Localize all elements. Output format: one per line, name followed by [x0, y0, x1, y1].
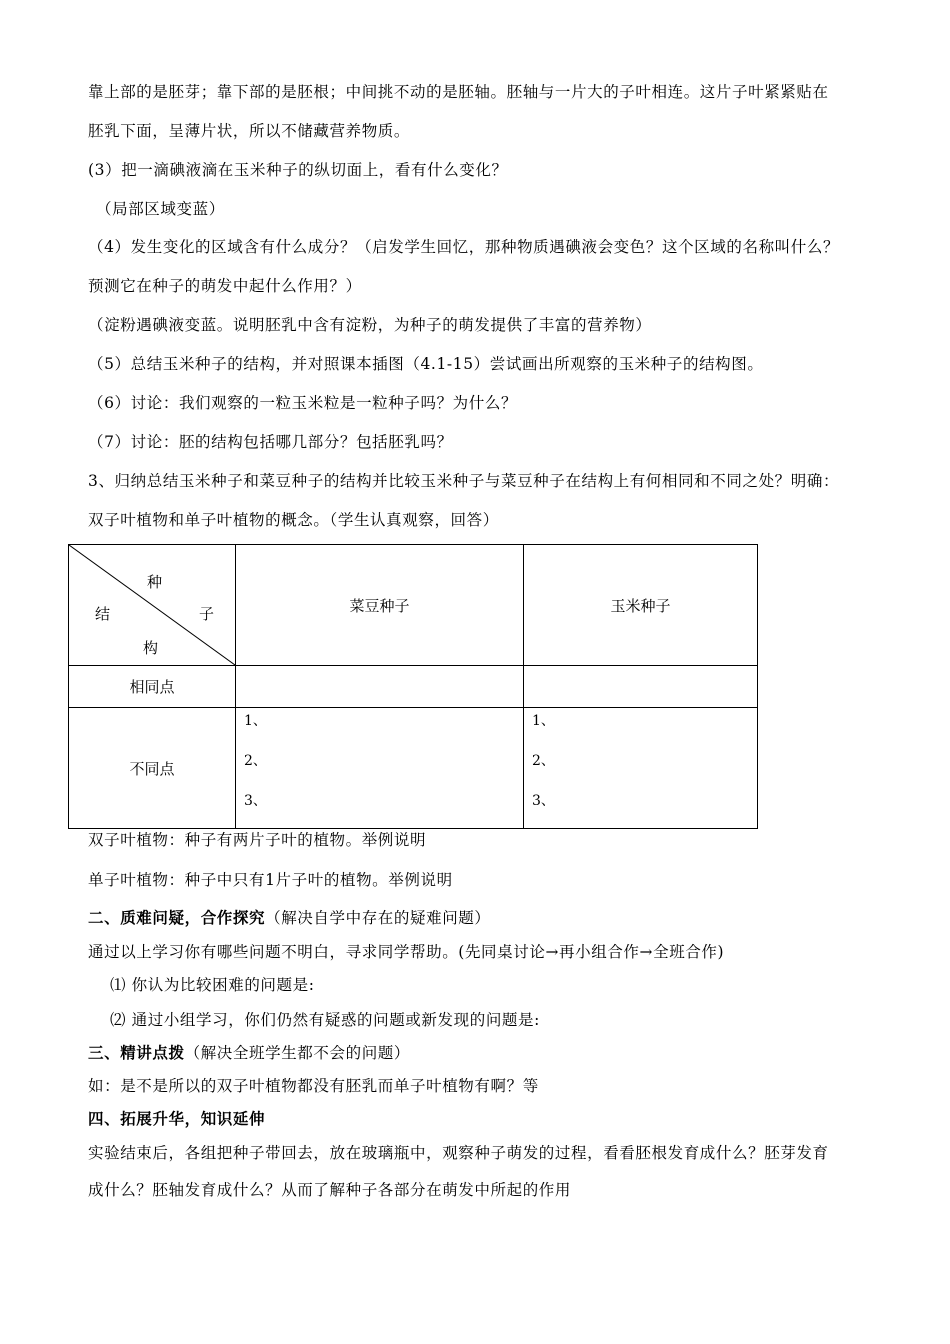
question-4-cont: 预测它在种子的萌发中起什么作用？） — [88, 277, 362, 295]
section-4-line-2: 成什么？胚轴发育成什么？从而了解种子各部分在萌发中所起的作用 — [88, 1181, 572, 1199]
comparison-table — [68, 544, 758, 829]
row-header-diff: 不同点 — [69, 708, 236, 829]
section-3-heading-line — [88, 1041, 410, 1063]
section-2-heading: 二、质难问疑，合作探究 — [88, 908, 266, 927]
diag-label-right: 子 — [199, 605, 215, 623]
dicot-definition: 双子叶植物：种子有两片子叶的植物。举例说明 — [88, 831, 427, 849]
section-3-text: 如：是不是所以的双子叶植物都没有胚乳而单子叶植物有啊？等 — [88, 1077, 539, 1095]
diag-label-bottom: 构 — [143, 639, 159, 657]
question-5: （5）总结玉米种子的结构，并对照课本插图（4.1-15）尝试画出所观察的玉米种子的结构图。 — [88, 355, 764, 373]
section-2-heading-line — [88, 906, 491, 928]
list-item: 1、 — [532, 713, 555, 729]
list-item: 3、 — [532, 793, 555, 809]
item-3-cont: 双子叶植物和单子叶植物的概念。（学生认真观察，回答） — [88, 511, 499, 529]
monocot-definition: 单子叶植物：种子中只有1片子叶的植物。举例说明 — [88, 871, 453, 889]
list-item: 3、 — [244, 793, 267, 809]
cell-diff-bean — [236, 708, 524, 829]
cell-same-bean — [236, 666, 524, 708]
cell-diff-corn — [524, 708, 758, 829]
list-item: 2、 — [532, 753, 555, 769]
section-2-note: （解决自学中存在的疑难问题） — [265, 909, 491, 927]
section-3-note: （解决全班学生都不会的问题） — [184, 1044, 411, 1062]
item-3: 3、归纳总结玉米种子和菜豆种子的结构并比较玉米种子与菜豆种子在结构上有何相同和不同之处？明确： — [88, 472, 840, 490]
section-4-line-1: 实验结束后，各组把种子带回去，放在玻璃瓶中，观察种子萌发的过程，看看胚根发育成什么？胚芽发育 — [88, 1144, 829, 1162]
question-6: （6）讨论：我们观察的一粒玉米粒是一粒种子吗？为什么？ — [88, 394, 518, 412]
paragraph: 胚乳下面，呈薄片状，所以不储藏营养物质。 — [88, 122, 411, 140]
section-2-text: 通过以上学习你有哪些问题不明白，寻求同学帮助。(先同桌讨论→再小组合作→全班合作) — [88, 943, 725, 961]
cell-same-corn — [524, 666, 758, 708]
question-3: (3）把一滴碘液滴在玉米种子的纵切面上，看有什么变化？ — [88, 161, 508, 179]
paragraph: 靠上部的是胚芽；靠下部的是胚根；中间挑不动的是胚轴。胚轴与一片大的子叶相连。这片子叶紧紧贴在 — [88, 83, 829, 101]
section-2-q1: ⑴ 你认为比较困难的问题是: — [110, 976, 315, 994]
row-header-same: 相同点 — [69, 666, 236, 708]
list-item: 2、 — [244, 753, 267, 769]
question-7: （7）讨论：胚的结构包括哪几部分？包括胚乳吗？ — [88, 433, 453, 451]
answer-4: （淀粉遇碘液变蓝。说明胚乳中含有淀粉，为种子的萌发提供了丰富的营养物） — [88, 316, 652, 334]
col-header-corn: 玉米种子 — [524, 545, 758, 666]
section-4-heading: 四、拓展升华，知识延伸 — [88, 1109, 266, 1128]
question-4: （4）发生变化的区域含有什么成分？（启发学生回忆，那种物质遇碘液会变色？这个区域的名称叫什么？ — [88, 238, 840, 256]
diag-label-left: 结 — [95, 605, 111, 623]
diag-label-top: 种 — [147, 573, 163, 591]
section-3-heading: 三、精讲点拨 — [88, 1043, 185, 1062]
answer-3: （局部区域变蓝） — [96, 200, 225, 218]
list-item: 1、 — [244, 713, 267, 729]
col-header-bean: 菜豆种子 — [236, 545, 524, 666]
section-2-q2: ⑵ 通过小组学习，你们仍然有疑惑的问题或新发现的问题是: — [110, 1011, 540, 1029]
diagonal-header-cell — [69, 545, 236, 666]
